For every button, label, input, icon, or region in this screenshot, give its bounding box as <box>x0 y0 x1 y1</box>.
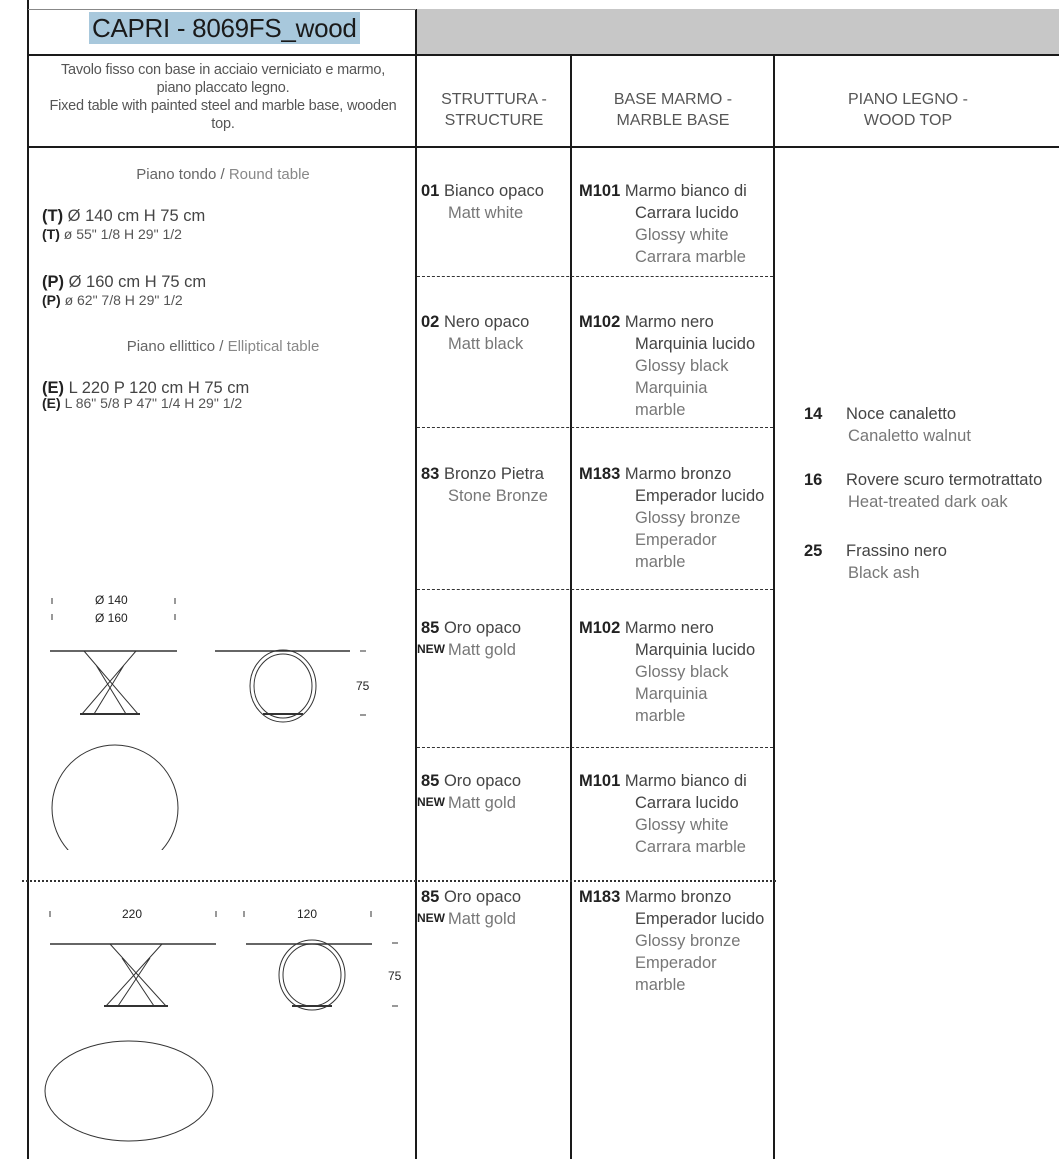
new-badge: NEW <box>417 911 445 925</box>
marble-en-3: marble <box>635 707 686 725</box>
elliptical-table-drawing <box>40 905 410 1155</box>
row-separator <box>417 276 773 277</box>
marble-it-2: Carrara lucido <box>635 794 739 812</box>
finish-en: Matt white <box>448 204 524 222</box>
wood-item[interactable] <box>804 540 1059 584</box>
marble-it-1: Marmo bianco di <box>624 772 747 790</box>
spec-e <box>42 379 249 411</box>
marble-it-2: Marquinia lucido <box>635 335 756 353</box>
title-cell <box>28 9 416 55</box>
spec-imperial: ø 55" 1/8 H 29" 1/2 <box>63 226 182 242</box>
spec-metric: L 220 P 120 cm H 75 cm <box>68 379 250 397</box>
marble-en-3: marble <box>635 553 686 571</box>
marble-en-1: Glossy black <box>635 357 729 375</box>
spec-t <box>42 207 205 242</box>
marble-it-1: Marmo nero <box>624 313 714 331</box>
finish-en: Matt gold <box>448 910 516 928</box>
structure-item[interactable] <box>421 463 548 507</box>
colhead-structure-it: STRUTTURA - <box>441 91 547 108</box>
table-description <box>30 61 416 133</box>
spec-code: (E) <box>42 379 64 397</box>
marble-en-2: Carrara marble <box>635 838 746 856</box>
row-separator <box>417 589 773 590</box>
finish-it: Bianco opaco <box>443 182 544 200</box>
marble-en-1: Glossy black <box>635 663 729 681</box>
finish-code: 01 <box>421 182 440 200</box>
marble-en-3: marble <box>635 401 686 419</box>
marble-item[interactable] <box>579 311 755 421</box>
colhead-marble <box>572 89 774 131</box>
marble-en-2: Marquinia <box>635 685 708 703</box>
marble-item[interactable] <box>579 463 764 573</box>
spec-code: (P) <box>42 273 64 291</box>
row-separator <box>417 427 773 428</box>
marble-it-1: Marmo bianco di <box>624 182 747 200</box>
round-table-heading <box>30 166 416 183</box>
page-title: CAPRI - 8069FS_wood <box>89 12 360 44</box>
marble-code: M102 <box>579 619 621 637</box>
marble-code: M101 <box>579 182 621 200</box>
spec-code: (T) <box>42 226 60 242</box>
desc-en-line2: top. <box>211 116 235 132</box>
dim-d160: Ø 160 <box>95 611 128 625</box>
marble-en-2: Emperador <box>635 954 717 972</box>
finish-code: 85 <box>421 619 440 637</box>
top-border <box>28 9 416 10</box>
wood-en: Canaletto walnut <box>848 427 971 445</box>
colhead-wood-en: WOOD TOP <box>863 112 953 129</box>
spec-code: (T) <box>42 207 64 225</box>
dim-h75b: 75 <box>388 969 402 983</box>
elliptical-table-en: Elliptical table <box>227 338 320 355</box>
marble-code: M183 <box>579 888 621 906</box>
finish-en: Matt gold <box>448 794 516 812</box>
marble-it-2: Emperador lucido <box>635 910 765 928</box>
colhead-wood-it: PIANO LEGNO - <box>847 91 969 108</box>
spec-code: (P) <box>42 292 61 308</box>
finish-code: 85 <box>421 772 440 790</box>
marble-it-1: Marmo bronzo <box>624 465 732 483</box>
colhead-structure-en: STRUCTURE <box>444 112 544 129</box>
marble-en-1: Glossy bronze <box>635 932 741 950</box>
desc-it-line1: Tavolo fisso con base in acciaio verniciato e marmo, <box>60 62 386 78</box>
elliptical-table-it: Piano ellittico <box>126 338 216 355</box>
marble-en-1: Glossy white <box>635 816 729 834</box>
marble-item[interactable] <box>579 770 747 858</box>
marble-code: M102 <box>579 313 621 331</box>
colhead-marble-en: MARBLE BASE <box>616 112 730 129</box>
finish-en: Matt black <box>448 335 524 353</box>
finish-it: Nero opaco <box>443 313 530 331</box>
structure-item[interactable] <box>421 311 529 355</box>
new-badge: NEW <box>417 642 445 656</box>
finish-it: Oro opaco <box>443 888 521 906</box>
finish-code: 02 <box>421 313 440 331</box>
row-separator <box>417 747 773 748</box>
dim-l220: 220 <box>122 907 143 921</box>
spec-imperial: ø 62" 7/8 H 29" 1/2 <box>64 292 183 308</box>
structure-item[interactable] <box>421 180 544 224</box>
heading-separator: / <box>219 338 224 355</box>
spec-imperial: L 86" 5/8 P 47" 1/4 H 29" 1/2 <box>64 395 243 411</box>
divider-marble <box>773 55 775 1159</box>
header-gray-bar <box>417 9 1059 55</box>
colhead-bottom-line <box>28 146 1059 148</box>
finish-en: Stone Bronze <box>448 487 548 505</box>
wood-it: Frassino nero <box>846 542 947 560</box>
dim-h75: 75 <box>356 679 370 693</box>
marble-item[interactable] <box>579 886 764 996</box>
wood-en: Heat-treated dark oak <box>848 493 1008 511</box>
desc-it-line2: piano placcato legno. <box>156 80 290 96</box>
colhead-marble-it: BASE MARMO - <box>613 91 733 108</box>
round-table-en: Round table <box>228 166 310 183</box>
marble-en-2: Marquinia <box>635 379 708 397</box>
wood-it: Rovere scuro termotrattato <box>846 471 1043 489</box>
desc-en-line1: Fixed table with painted steel and marble base, wooden <box>49 98 397 114</box>
spec-p <box>42 273 206 308</box>
dim-d140: Ø 140 <box>95 593 128 607</box>
wood-code: 14 <box>804 405 823 423</box>
wood-code: 16 <box>804 471 823 489</box>
marble-en-2: Carrara marble <box>635 248 746 266</box>
heading-separator: / <box>220 166 225 183</box>
marble-code: M101 <box>579 772 621 790</box>
marble-en-2: Emperador <box>635 531 717 549</box>
marble-en-3: marble <box>635 976 686 994</box>
wood-en: Black ash <box>848 564 920 582</box>
spec-metric: Ø 160 cm H 75 cm <box>68 273 207 291</box>
colhead-structure <box>417 89 571 131</box>
marble-en-1: Glossy white <box>635 226 729 244</box>
finish-it: Oro opaco <box>443 772 521 790</box>
wood-item[interactable] <box>804 403 1059 447</box>
divider-structure <box>570 55 572 1159</box>
new-badge: NEW <box>417 795 445 809</box>
round-table-it: Piano tondo <box>136 166 217 183</box>
left-border <box>27 0 29 1159</box>
marble-it-2: Carrara lucido <box>635 204 739 222</box>
finish-it: Oro opaco <box>443 619 521 637</box>
colhead-wood <box>775 89 1041 131</box>
marble-item[interactable] <box>579 617 755 727</box>
header-bottom-line <box>28 54 1059 56</box>
marble-en-1: Glossy bronze <box>635 509 741 527</box>
marble-it-2: Emperador lucido <box>635 487 765 505</box>
section-separator <box>22 880 776 882</box>
marble-it-1: Marmo bronzo <box>624 888 732 906</box>
finish-it: Bronzo Pietra <box>443 465 544 483</box>
wood-code: 25 <box>804 542 823 560</box>
finish-code: 83 <box>421 465 440 483</box>
dim-p120: 120 <box>297 907 318 921</box>
marble-code: M183 <box>579 465 621 483</box>
spec-metric: Ø 140 cm H 75 cm <box>67 207 206 225</box>
finish-code: 85 <box>421 888 440 906</box>
elliptical-table-heading <box>30 338 416 355</box>
wood-it: Noce canaletto <box>846 405 957 423</box>
marble-it-1: Marmo nero <box>624 619 714 637</box>
wood-item[interactable] <box>804 469 1059 513</box>
marble-it-2: Marquinia lucido <box>635 641 756 659</box>
finish-en: Matt gold <box>448 641 516 659</box>
spec-code: (E) <box>42 395 61 411</box>
round-table-drawing <box>40 590 380 850</box>
marble-item[interactable] <box>579 180 747 268</box>
